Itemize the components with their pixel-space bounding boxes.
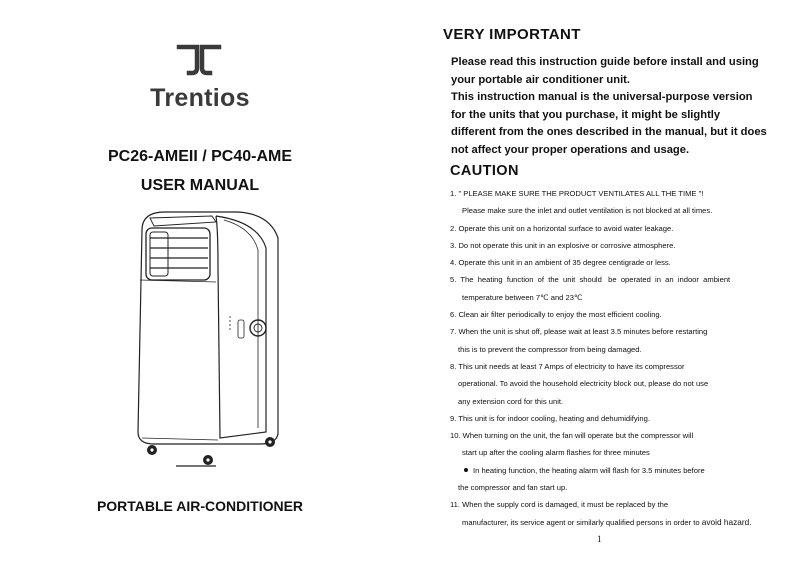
model-number: PC26-AMEII / PC40-AME — [107, 148, 293, 165]
caution-list — [450, 185, 795, 531]
caution-item-continuation: operational. To avoid the household electricity block out, please do not use — [458, 379, 709, 389]
caution-item: 4. Operate this unit in an ambient of 35 degree centigrade or less. — [450, 258, 671, 268]
caution-item: 6. Clean air filter periodically to enjoy the most efficient cooling. — [450, 310, 662, 320]
caution-item-continuation: the compressor and fan start up. — [458, 483, 568, 493]
caution-line-text: manufacturer, its service agent or similarly qualified persons in order to — [462, 517, 700, 527]
caution-item-continuation: Please make sure the inlet and outlet ventilation is not blocked at all times. — [462, 206, 713, 216]
caution-item: 8. This unit needs at least 7 Amps of electricity to have its compressor — [450, 361, 685, 371]
intro-line: This instruction manual is the universal-purpose version — [451, 91, 753, 103]
intro-line: different from the ones described in the manual, but it does — [451, 126, 767, 138]
caution-item-continuation: this is to prevent the compressor from being damaged. — [458, 344, 642, 354]
intro-line: for the units that you purchase, it might be slightly — [451, 108, 721, 121]
caution-item: 10. When turning on the unit, the fan will operate but the compressor will — [450, 431, 694, 441]
caution-item-continuation: temperature between 7℃ and 23℃ — [462, 292, 583, 302]
trentios-logo-icon — [176, 42, 222, 76]
product-name: PORTABLE AIR-CONDITIONER — [96, 498, 304, 514]
bullet-dot-icon — [464, 468, 468, 472]
caution-item: 3. Do not operate this unit in an explosive or corrosive atmosphere. — [450, 240, 676, 250]
caution-item: 1. " PLEASE MAKE SURE THE PRODUCT VENTILATES ALL THE TIME "! — [450, 189, 704, 198]
caution-sub-item-text: In heating function, the heating alarm will flash for 3.5 minutes before — [473, 465, 705, 475]
manual-title: USER MANUAL — [140, 177, 260, 194]
caution-item: 11. When the supply cord is damaged, it must be replaced by the — [450, 500, 669, 510]
intro-line: your portable air conditioner unit. — [451, 73, 631, 86]
caution-item: 9. This unit is for indoor cooling, heating and dehumidifying. — [450, 413, 650, 423]
caution-item: 7. When the unit is shut off, please wait at least 3.5 minutes before restarting — [450, 327, 708, 337]
caution-line-tail: avoid hazard. — [701, 516, 752, 527]
caution-item-continuation — [450, 514, 795, 531]
caution-heading: CAUTION — [450, 163, 519, 179]
page-number: 1 — [597, 534, 602, 544]
caution-item: 2. Operate this unit on a horizontal surface to avoid water leakage. — [450, 223, 674, 233]
brand-name: Trentios — [150, 84, 250, 112]
intro-paragraph — [451, 54, 791, 159]
caution-item-continuation: start up after the cooling alarm flashes for three minutes — [462, 448, 650, 458]
caution-item: 5. The heating function of the unit should be operated in an indoor ambient — [450, 275, 731, 285]
caution-item-continuation: any extension cord for this unit. — [458, 396, 564, 406]
intro-line: Please read this instruction guide before install and using — [451, 56, 759, 68]
portable-air-conditioner-icon — [120, 208, 290, 473]
very-important-heading: VERY IMPORTANT — [443, 26, 581, 43]
intro-line: not affect your proper operations and usage. — [451, 143, 690, 156]
caution-sub-item — [450, 462, 795, 479]
